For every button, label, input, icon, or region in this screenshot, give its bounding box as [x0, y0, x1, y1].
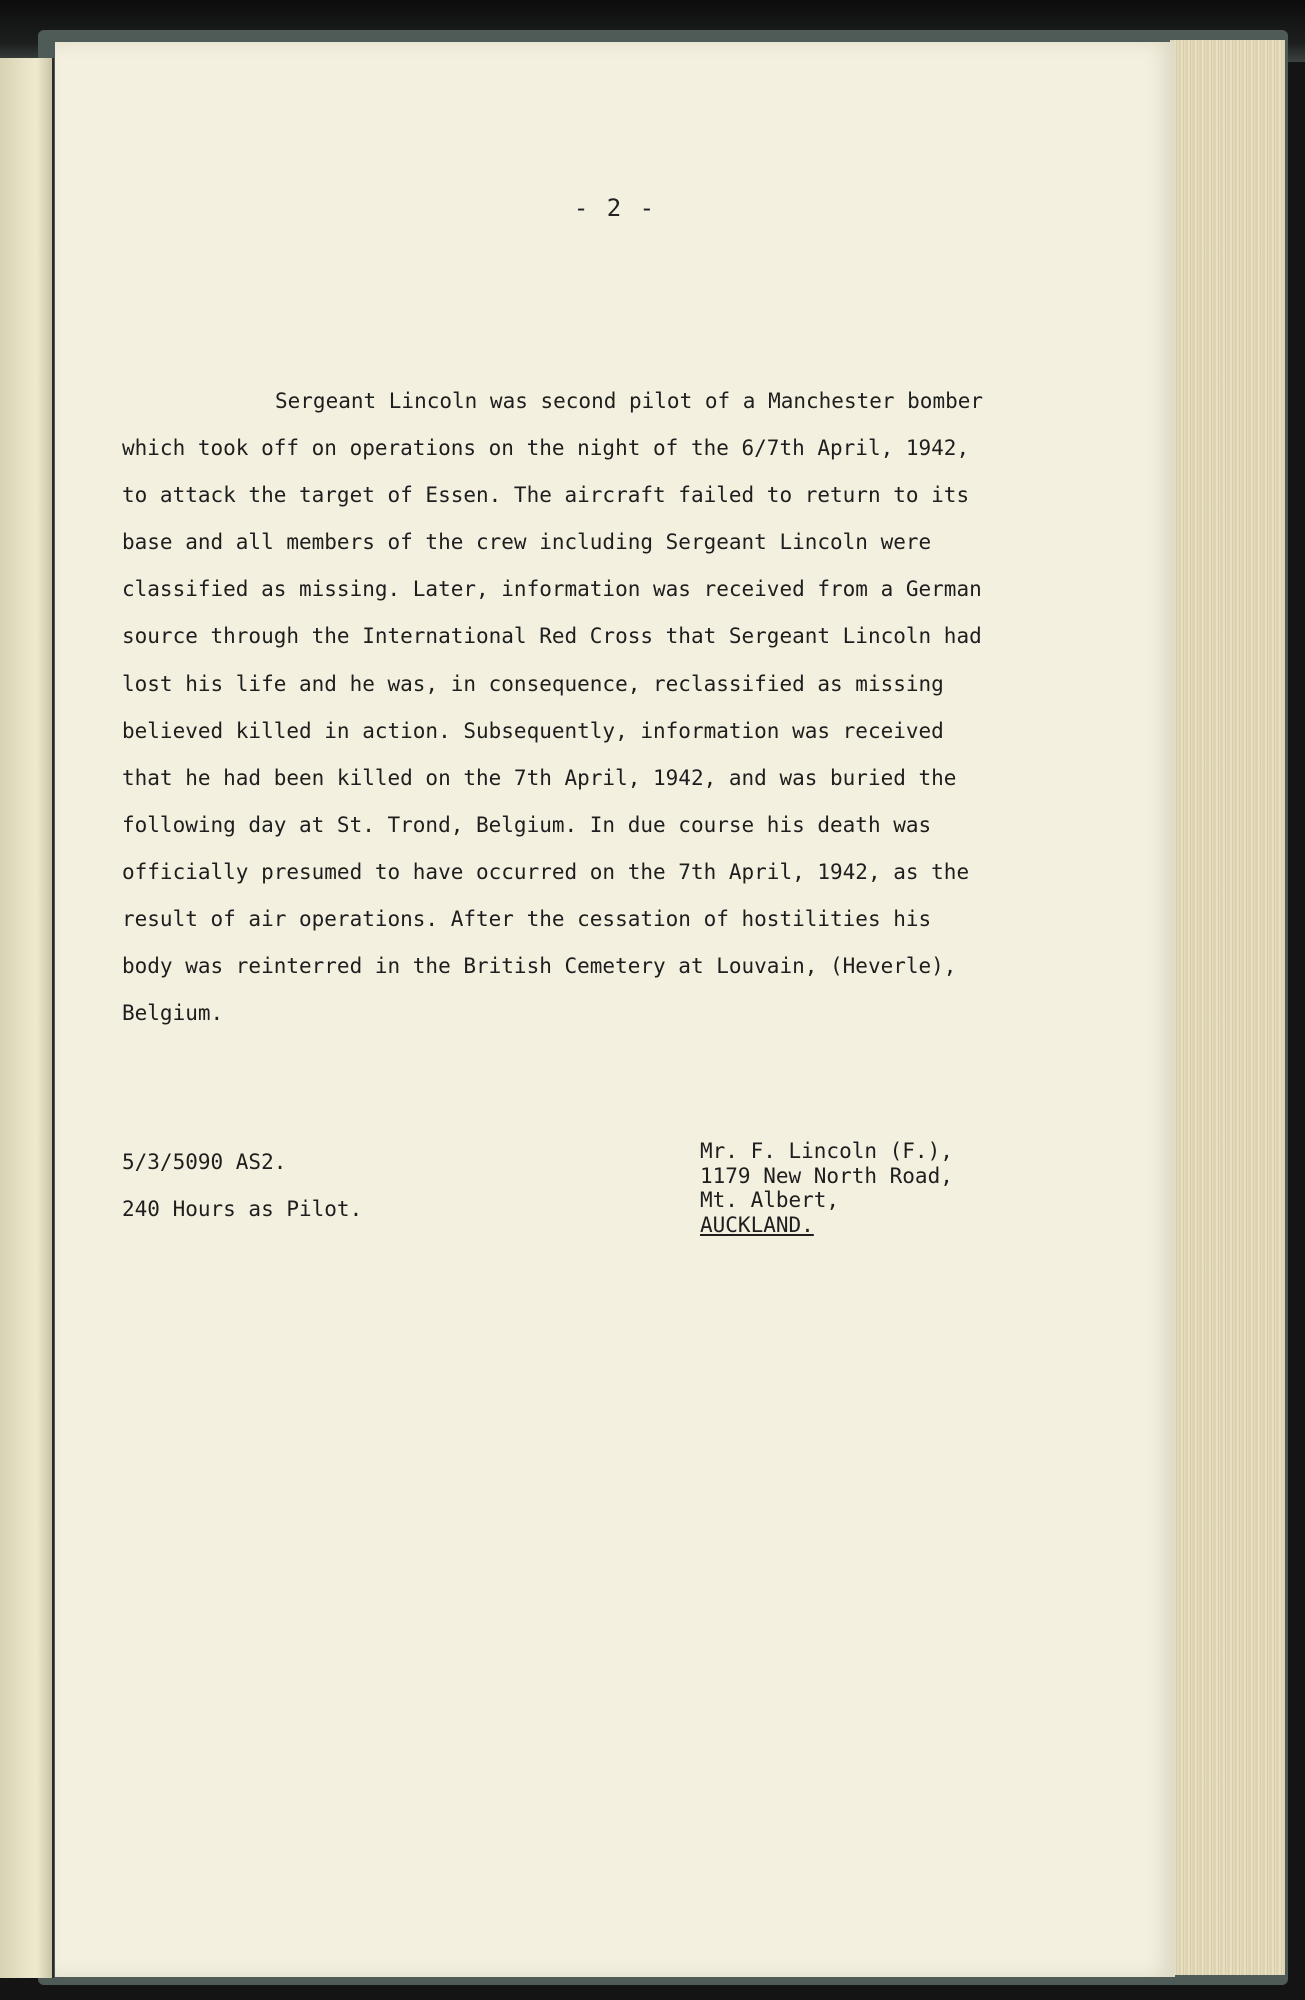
- body-line: which took off on operations on the night of the 6/7th April, 1942,: [122, 436, 970, 461]
- body-line: source through the International Red Cross that Sergeant Lincoln had: [122, 624, 982, 649]
- page-stack-edge: [1170, 40, 1285, 1975]
- body-line: that he had been killed on the 7th April, 1942, and was buried the: [122, 765, 957, 790]
- address-line-suburb: Mt. Albert,: [700, 1188, 840, 1212]
- body-line: Belgium.: [122, 1001, 224, 1026]
- page-number: - 2 -: [573, 194, 657, 222]
- body-line: body was reinterred in the British Cemetery at Louvain, (Heverle),: [122, 954, 957, 979]
- body-line: classified as missing. Later, information was received from a German: [122, 577, 982, 602]
- next-of-kin-address: [700, 1139, 953, 1237]
- file-number: 5/3/5090 AS2.: [122, 1150, 287, 1174]
- left-page-edge: [0, 58, 54, 1978]
- show-through-text: [185, 230, 1225, 277]
- body-line: Sergeant Lincoln was second pilot of a Manchester bomber: [275, 389, 984, 413]
- body-line: following day at St. Trond, Belgium. In due course his death was: [122, 812, 932, 837]
- pilot-hours: 240 Hours as Pilot.: [122, 1197, 363, 1221]
- body-paragraph: [122, 378, 1172, 1037]
- reference-block: [122, 1139, 362, 1233]
- document-page: [55, 42, 1175, 1977]
- address-line-city: AUCKLAND.: [700, 1212, 814, 1237]
- body-line: believed killed in action. Subsequently, information was received: [122, 718, 944, 743]
- body-line: to attack the target of Essen. The aircraft failed to return to its: [122, 483, 970, 508]
- address-line-street: 1179 New North Road,: [700, 1163, 953, 1188]
- address-line-name: Mr. F. Lincoln (F.),: [700, 1139, 953, 1163]
- body-line: lost his life and he was, in consequence, reclassified as missing: [122, 671, 944, 696]
- body-line: base and all members of the crew including Sergeant Lincoln were: [122, 530, 932, 555]
- body-line: result of air operations. After the cessation of hostilities his: [122, 907, 932, 932]
- body-line: officially presumed to have occurred on the 7th April, 1942, as the: [122, 859, 970, 884]
